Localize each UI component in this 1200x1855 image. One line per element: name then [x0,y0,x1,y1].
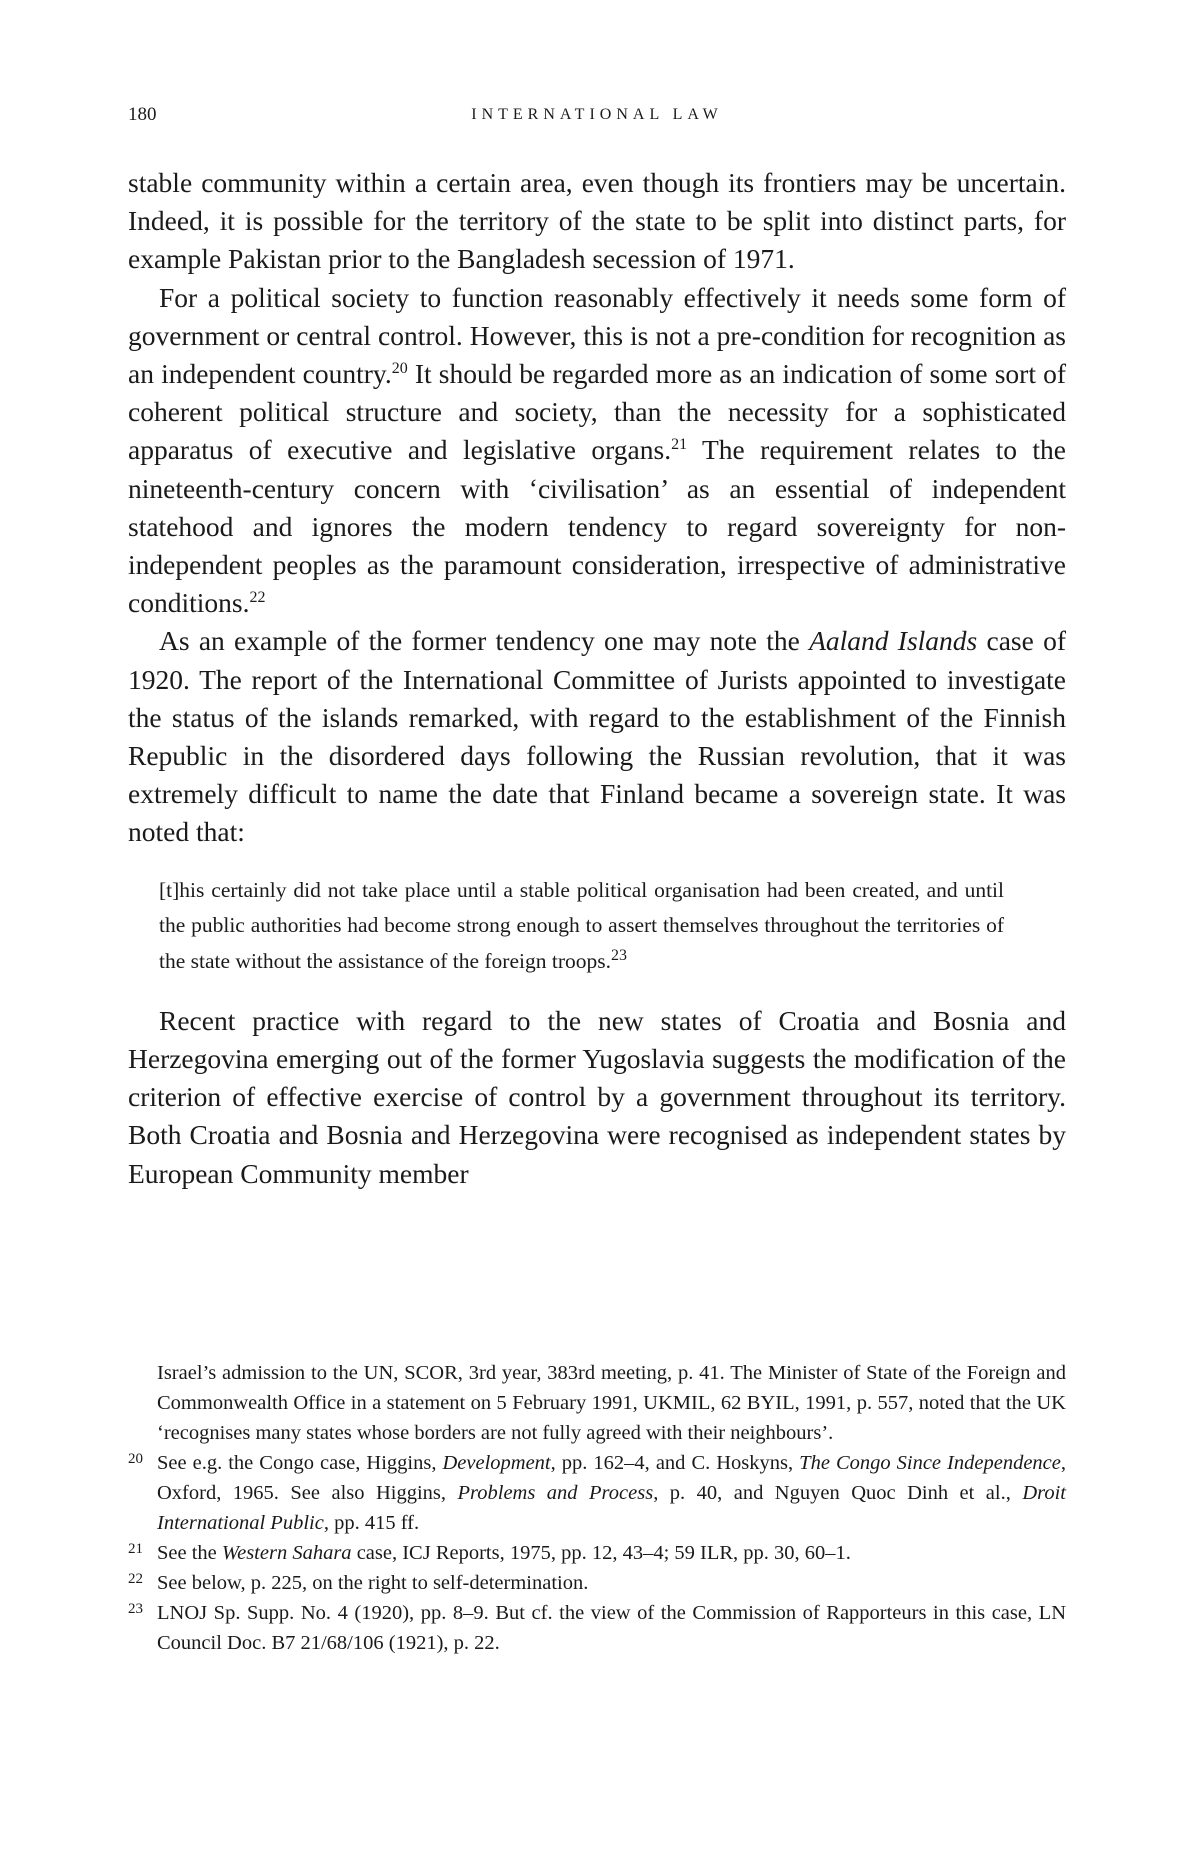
footnote-ref-21: 21 [671,436,688,454]
footnote-title: Droit International Public [157,1482,1067,1534]
footnote-text: , pp. 415 ff. [323,1512,420,1534]
footnote-text: LNOJ Sp. Supp. No. 4 (1920), pp. 8–9. But cf. the view of the Commission of Rapporteurs in this case, LN Council Doc. B7 21/68/106 (1921), p. 22. [157,1602,1066,1654]
paragraph-1: stable community within a certain area, even though its frontiers may be uncertain. Indeed, it is possible for the territory of the state to be split into distinct parts, for example Pakistan prior to the Bangladesh secession of 1971. [128,167,1066,275]
footnote-20 [128,1448,1066,1538]
footnote-ref-23: 23 [610,946,627,964]
footnote-text: , p. 40, and Nguyen Quoc Dinh et al., [653,1482,1023,1504]
paragraph-2-text-a: For a political society to function reasonably effectively it needs some form of government or central control. However, this is not a pre-condition for recognition as an independent country. [128,281,1066,390]
footnote-22 [128,1568,1066,1598]
footnote-ref-20: 20 [391,359,408,377]
footnote-number: 22 [128,1571,143,1587]
paragraph-2-text-b: It should be regarded more as an indication of some sort of coherent political structure and society, than the necessity for a sophisticated apparatus of executive and legislative organs. [128,358,1067,466]
footnote-text: See below, p. 225, on the right to self-determination. [157,1572,589,1594]
case-name-aaland-islands: Aaland Islands [809,625,978,657]
footnote-number: 21 [128,1541,143,1557]
footnote-title: Problems and Process [457,1482,654,1504]
footnote-title: Western Sahara [221,1542,352,1564]
footnote-number: 20 [128,1451,143,1467]
paragraph-2-text-c: The requirement relates to the nineteenth-century concern with ‘civilisation’ as an essential of independent statehood and ignores the modern tendency to regard sovereignty for non-independent peoples as the paramount consideration, irrespective of administrative conditions. [128,434,1066,619]
footnote-text: , pp. 162–4, and C. Hoskyns, [550,1452,800,1474]
paragraph-3-text-a: As an example of the former tendency one may note the [159,625,810,657]
footnote-number: 23 [128,1601,143,1617]
block-quote [159,873,1004,980]
footnotes [128,1358,1066,1658]
footnote-text: , Oxford, 1965. See also Higgins, [157,1452,1066,1504]
page-number: 180 [128,104,157,125]
footnote-21 [128,1538,1066,1568]
paragraph-3-text-b: case of 1920. The report of the International Committee of Jurists appointed to investigate the status of the islands remarked, with regard to the establishment of the Finnish Republic in the disordered days following the Russian revolution, that it was extremely difficult to name the date that Finland became a sovereign state. It was noted that: [128,625,1066,848]
footnote-ref-22: 22 [249,589,266,607]
footnote-text: case, ICJ Reports, 1975, pp. 12, 43–4; 59 ILR, pp. 30, 60–1. [351,1542,851,1564]
footnote-title: The Congo Since Independence [799,1452,1061,1474]
paragraph-2 [128,279,1066,623]
running-title: INTERNATIONAL LAW [471,106,723,123]
quote-text: [t]his certainly did not take place until a stable political organisation had been created, and until the public authorities had become strong enough to assert themselves throughout the territories of the state without the assistance of the foreign troops. [159,877,1004,974]
paragraph-4: Recent practice with regard to the new states of Croatia and Bosnia and Herzegovina emerging out of the former Yugoslavia suggests the modification of the criterion of effective exercise of control by a government throughout its territory. Both Croatia and Bosnia and Herzegovina were recognised as independent states by European Community member [128,1004,1066,1189]
footnote-text: See the [157,1542,222,1564]
footnote-continued-text: Israel’s admission to the UN, SCOR, 3rd year, 383rd meeting, p. 41. The Minister of State of the Foreign and Commonwealth Office in a statement on 5 February 1991, UKMIL, 62 BYIL, 1991, p. 557, noted that the UK ‘recognises many states whose borders are not fully agreed with their neighbours’. [157,1362,1066,1444]
footnote-23 [128,1598,1066,1658]
running-head [128,104,1066,134]
footnote-continued [128,1358,1066,1448]
paragraph-3 [128,622,1066,851]
footnote-title: Development [442,1452,551,1474]
body-text [128,164,1066,1193]
footnote-text: See e.g. the Congo case, Higgins, [157,1452,443,1474]
